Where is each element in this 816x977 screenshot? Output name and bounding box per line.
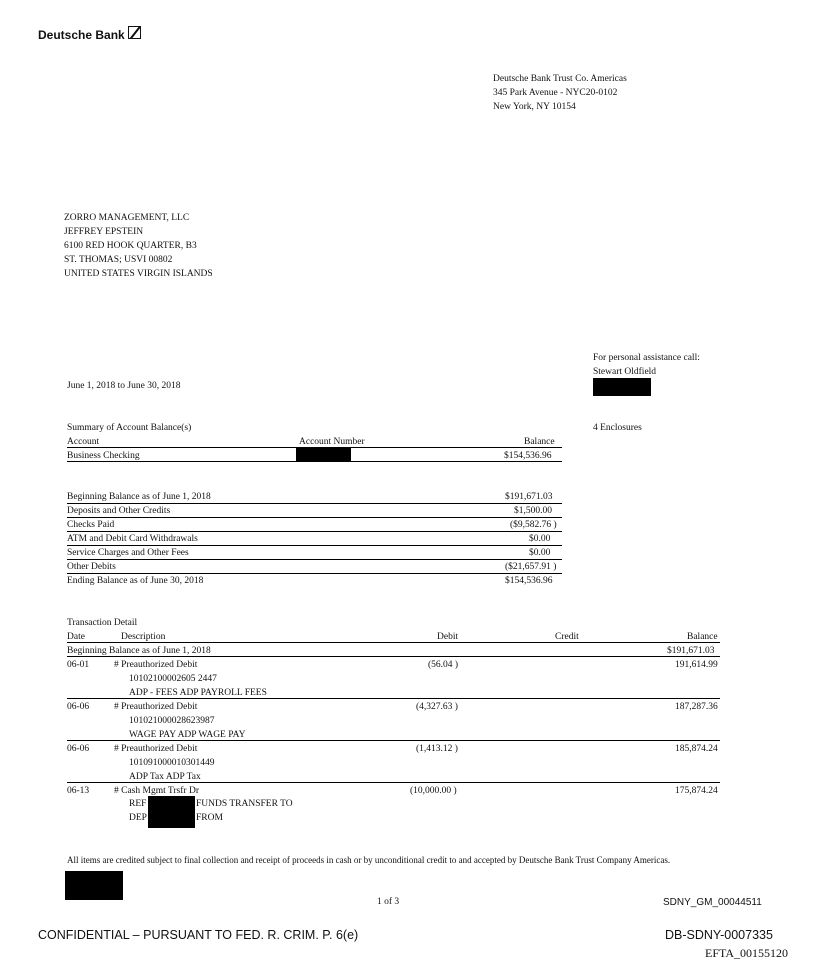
transaction-reference: 101091000010301449	[129, 758, 215, 768]
balance-value: $0.00	[529, 534, 551, 544]
efta-number: EFTA_00155120	[705, 946, 789, 960]
balance-label: Ending Balance as of June 30, 2018	[67, 576, 204, 586]
disclaimer-text: All items are credited subject to final collection and receipt of proceeds in cash or by unconditional credit to and accepted by Deutsche Bank Trust Company Americas.	[67, 855, 671, 865]
transaction-date: 06-06	[67, 744, 90, 754]
bank-logo-text: Deutsche Bank	[38, 28, 125, 42]
balance-value: $0.00	[529, 548, 551, 558]
transaction-debit: (1,413.12 )	[416, 744, 458, 754]
column-header-date: Date	[67, 632, 85, 642]
summary-account-balance: $154,536.96	[504, 451, 552, 461]
confidential-notice: CONFIDENTIAL – PURSUANT TO FED. R. CRIM. P. 6(e)	[38, 928, 359, 942]
redacted-transfer-details	[148, 796, 195, 828]
redaction-box	[593, 378, 651, 396]
bank-address-line-1: Deutsche Bank Trust Co. Americas	[493, 74, 627, 84]
column-header-description: Description	[121, 632, 166, 642]
balance-label: Service Charges and Other Fees	[67, 548, 189, 558]
summary-header-balance: Balance	[524, 437, 555, 447]
production-id: DB-SDNY-0007335	[665, 928, 773, 942]
balance-value: $191,671.03	[505, 492, 553, 502]
beginning-balance-value: $191,671.03	[667, 646, 715, 656]
transaction-debit: (56.04 )	[428, 660, 459, 670]
column-header-credit: Credit	[555, 632, 579, 642]
balance-label: Checks Paid	[67, 520, 115, 530]
balance-rule	[67, 517, 562, 518]
balance-label: Deposits and Other Credits	[67, 506, 171, 516]
bates-number: SDNY_GM_00044511	[663, 897, 762, 908]
column-header-debit: Debit	[437, 632, 459, 642]
transaction-memo: ADP Tax ADP Tax	[129, 772, 201, 782]
beginning-balance-label: Beginning Balance as of June 1, 2018	[67, 646, 211, 656]
transaction-balance: 187,287.36	[675, 702, 718, 712]
transaction-reference-prefix: DEP	[129, 813, 147, 823]
balance-value: $1,500.00	[514, 506, 552, 516]
transaction-rule	[67, 698, 720, 699]
summary-row-rule	[67, 461, 562, 462]
balance-value: ($21,657.91 )	[505, 562, 557, 572]
balance-rule	[67, 559, 562, 560]
transaction-rule	[67, 740, 720, 741]
summary-account-type: Business Checking	[67, 451, 140, 461]
customer-address-line-5: UNITED STATES VIRGIN ISLANDS	[64, 269, 213, 279]
transaction-date: 06-13	[67, 786, 90, 796]
transaction-memo: WAGE PAY ADP WAGE PAY	[129, 730, 246, 740]
summary-header-account-number: Account Number	[299, 437, 365, 447]
customer-address-line-1: ZORRO MANAGEMENT, LLC	[64, 213, 190, 223]
transaction-date: 06-06	[67, 702, 90, 712]
balance-value: ($9,582.76 )	[510, 520, 557, 530]
statement-period: June 1, 2018 to June 30, 2018	[67, 381, 181, 391]
transaction-rule	[67, 782, 720, 783]
summary-title: Summary of Account Balance(s)	[67, 423, 192, 433]
transaction-debit: (10,000.00 )	[410, 786, 457, 796]
bank-address-line-3: New York, NY 10154	[493, 102, 576, 112]
transaction-description: # Preauthorized Debit	[114, 702, 198, 712]
assistance-contact-name: Stewart Oldfield	[593, 367, 657, 377]
assistance-label: For personal assistance call:	[593, 353, 700, 363]
transaction-reference: 101021000028623987	[129, 716, 215, 726]
deutsche-bank-logo-icon	[128, 26, 141, 39]
transaction-debit: (4,327.63 )	[416, 702, 458, 712]
summary-header-account: Account	[67, 437, 100, 447]
transaction-description: # Cash Mgmt Trsfr Dr	[114, 786, 199, 796]
page-number: 1 of 3	[377, 897, 400, 907]
transaction-detail-title: Transaction Detail	[67, 618, 138, 628]
balance-label: ATM and Debit Card Withdrawals	[67, 534, 198, 544]
bank-address-line-2: 345 Park Avenue - NYC20-0102	[493, 88, 618, 98]
balance-label: Other Debits	[67, 562, 116, 572]
redacted-account-number	[296, 448, 351, 462]
transaction-description: # Preauthorized Debit	[114, 660, 198, 670]
enclosures-count: 4 Enclosures	[593, 423, 642, 433]
transaction-balance: 191,614.99	[675, 660, 718, 670]
transaction-balance: 185,874.24	[675, 744, 718, 754]
redaction-box	[65, 871, 123, 900]
transaction-reference-prefix: REF	[129, 799, 147, 809]
transaction-reference: 10102100002605 2447	[129, 674, 217, 684]
customer-address-line-2: JEFFREY EPSTEIN	[64, 227, 144, 237]
transaction-description: # Preauthorized Debit	[114, 744, 198, 754]
customer-address-line-3: 6100 RED HOOK QUARTER, B3	[64, 241, 197, 251]
transaction-memo: ADP - FEES ADP PAYROLL FEES	[129, 688, 267, 698]
transaction-rule	[67, 656, 720, 657]
balance-label: Beginning Balance as of June 1, 2018	[67, 492, 211, 502]
customer-address-line-4: ST. THOMAS; USVI 00802	[64, 255, 173, 265]
transaction-memo: FROM	[196, 813, 223, 823]
transaction-memo: FUNDS TRANSFER TO	[196, 799, 293, 809]
transaction-date: 06-01	[67, 660, 90, 670]
transaction-header-rule	[67, 642, 720, 643]
transaction-balance: 175,874.24	[675, 786, 718, 796]
column-header-balance: Balance	[687, 632, 718, 642]
balance-value: $154,536.96	[505, 576, 553, 586]
